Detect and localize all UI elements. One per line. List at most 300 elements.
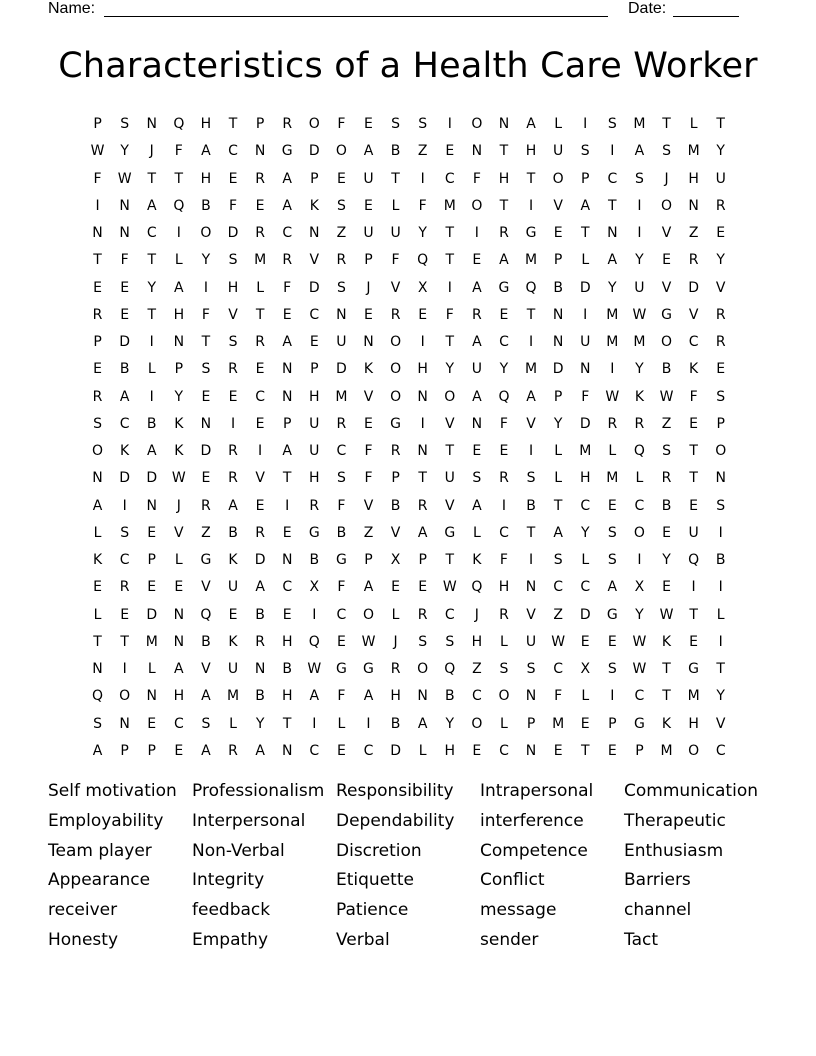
grid-row	[84, 523, 736, 550]
word-list-item: Discretion	[336, 840, 422, 861]
grid-letter: F	[472, 170, 481, 187]
grid-letter: K	[634, 388, 645, 405]
grid-letter: R	[228, 361, 238, 378]
grid-letter: R	[715, 306, 726, 323]
grid-letter: U	[444, 470, 455, 487]
grid-letter: C	[336, 443, 347, 459]
grid-letter: A	[282, 197, 292, 214]
grid-letter: D	[146, 606, 158, 623]
grid-letter: R	[92, 306, 103, 323]
word-list-item: Tact	[624, 929, 658, 950]
grid-letter: T	[499, 197, 509, 214]
grid-letter: Z	[201, 524, 211, 541]
grid-letter: F	[364, 470, 373, 487]
grid-letter: P	[418, 552, 427, 568]
grid-letter: U	[336, 334, 347, 350]
grid-letter: Y	[635, 361, 644, 378]
grid-letter: B	[336, 524, 347, 541]
grid-letter: N	[173, 334, 185, 350]
word-list-item: Dependability	[336, 810, 455, 831]
grid-letter: U	[309, 443, 320, 459]
grid-row	[84, 741, 736, 768]
grid-letter: A	[472, 334, 482, 350]
grid-letter: B	[255, 688, 265, 705]
grid-letter: Q	[633, 443, 645, 459]
grid-letter: T	[147, 252, 157, 269]
grid-letter: S	[634, 170, 644, 187]
grid-letter: T	[689, 443, 698, 459]
grid-letter: T	[580, 742, 590, 759]
grid-letter: L	[500, 715, 508, 732]
grid-letter: E	[282, 306, 292, 323]
grid-letter: E	[580, 633, 590, 650]
grid-row	[84, 359, 736, 386]
word-list-item: Etiquette	[336, 870, 414, 891]
grid-letter: D	[254, 552, 266, 568]
grid-letter: N	[715, 470, 726, 487]
word-list	[48, 778, 788, 957]
word-list-item: message	[480, 900, 557, 921]
grid-letter: I	[718, 633, 723, 650]
grid-letter: N	[498, 116, 510, 132]
grid-letter: J	[176, 497, 181, 514]
grid-letter: Y	[553, 415, 563, 432]
grid-letter: L	[472, 524, 481, 541]
grid-row	[84, 169, 736, 196]
grid-letter: T	[93, 252, 102, 269]
grid-letter: O	[119, 688, 131, 705]
grid-letter: B	[146, 415, 157, 432]
grid-letter: Z	[363, 524, 374, 541]
grid-letter: C	[146, 225, 157, 241]
grid-letter: R	[715, 334, 726, 350]
grid-letter: E	[120, 279, 130, 296]
grid-letter: A	[526, 388, 536, 405]
grid-letter: O	[92, 443, 104, 459]
grid-letter: Y	[580, 524, 590, 541]
grid-letter: A	[201, 688, 211, 705]
grid-letter: V	[715, 715, 726, 732]
grid-letter: H	[281, 633, 293, 650]
grid-letter: Y	[608, 279, 617, 296]
grid-letter: R	[390, 443, 401, 459]
grid-letter: E	[662, 579, 671, 596]
grid-letter: T	[201, 334, 211, 350]
grid-letter: L	[554, 116, 563, 132]
grid-letter: F	[337, 497, 346, 514]
grid-letter: R	[499, 606, 509, 623]
grid-letter: S	[526, 470, 536, 487]
grid-letter: D	[308, 143, 320, 160]
grid-letter: Y	[147, 279, 157, 296]
grid-letter: A	[634, 143, 645, 160]
grid-letter: F	[581, 388, 590, 405]
grid-letter: M	[552, 715, 565, 732]
grid-letter: N	[552, 334, 564, 350]
grid-letter: R	[255, 633, 265, 650]
grid-letter: T	[445, 225, 455, 241]
grid-letter: M	[525, 361, 538, 378]
grid-letter: E	[472, 252, 482, 269]
grid-letter: U	[227, 579, 239, 596]
grid-letter: W	[90, 143, 105, 160]
grid-letter: I	[610, 361, 615, 378]
grid-letter: I	[149, 334, 154, 350]
grid-letter: R	[715, 197, 726, 214]
grid-letter: X	[634, 579, 645, 596]
grid-letter: N	[281, 388, 293, 405]
grid-letter: F	[120, 252, 129, 269]
grid-letter: L	[256, 279, 265, 296]
grid-letter: N	[173, 606, 185, 623]
grid-letter: W	[551, 633, 566, 650]
grid-letter: L	[391, 197, 400, 214]
grid-letter: G	[390, 415, 401, 432]
grid-letter: B	[390, 715, 401, 732]
grid-letter: R	[255, 524, 265, 541]
grid-letter: E	[336, 633, 346, 650]
grid-letter: E	[607, 497, 617, 514]
grid-letter: E	[607, 742, 617, 759]
grid-letter: C	[119, 415, 130, 432]
grid-letter: F	[93, 170, 102, 187]
grid-letter: A	[174, 279, 184, 296]
grid-letter: V	[390, 279, 401, 296]
grid-letter: S	[553, 552, 563, 568]
grid-letter: A	[607, 252, 618, 269]
grid-row	[84, 141, 736, 168]
grid-letter: D	[119, 334, 131, 350]
grid-letter: C	[688, 334, 699, 350]
grid-letter: E	[255, 415, 265, 432]
grid-letter: F	[364, 443, 373, 459]
grid-letter: V	[363, 388, 374, 405]
grid-letter: C	[580, 497, 591, 514]
grid-letter: S	[120, 524, 130, 541]
grid-letter: N	[579, 361, 591, 378]
grid-letter: S	[580, 143, 590, 160]
grid-letter: L	[635, 470, 644, 487]
grid-row	[84, 223, 736, 250]
grid-letter: E	[336, 742, 346, 759]
grid-letter: H	[309, 388, 320, 405]
grid-letter: D	[200, 443, 212, 459]
grid-letter: O	[498, 688, 510, 705]
grid-letter: N	[146, 116, 157, 132]
word-list-item: Intrapersonal	[480, 781, 594, 801]
grid-row	[84, 686, 736, 713]
grid-letter: C	[309, 306, 320, 323]
grid-letter: T	[716, 661, 725, 677]
word-list-item: Integrity	[192, 870, 265, 891]
grid-letter: G	[363, 661, 374, 677]
word-list-item: Barriers	[624, 870, 691, 891]
grid-letter: T	[445, 552, 455, 568]
grid-letter: E	[228, 606, 238, 623]
grid-letter: E	[93, 579, 102, 596]
grid-letter: L	[500, 633, 508, 650]
grid-letter: K	[174, 443, 184, 459]
grid-letter: V	[526, 606, 536, 623]
grid-letter: N	[254, 143, 266, 160]
grid-letter: F	[228, 197, 238, 214]
grid-letter: Y	[662, 552, 671, 568]
grid-letter: I	[610, 688, 615, 705]
grid-letter: Z	[472, 661, 482, 677]
grid-letter: C	[499, 334, 509, 350]
grid-letter: I	[583, 306, 588, 323]
grid-letter: V	[390, 524, 401, 541]
grid-letter: E	[120, 306, 130, 323]
grid-letter: S	[336, 470, 346, 487]
grid-letter: O	[390, 334, 402, 350]
grid-letter: K	[661, 715, 672, 732]
grid-letter: E	[309, 334, 319, 350]
grid-row	[84, 550, 736, 577]
grid-letter: Q	[688, 552, 700, 568]
grid-letter: I	[691, 579, 696, 596]
grid-letter: Y	[445, 715, 455, 732]
grid-letter: O	[362, 606, 374, 623]
grid-letter: T	[716, 116, 725, 132]
grid-letter: S	[607, 524, 617, 541]
grid-letter: A	[526, 116, 536, 132]
grid-letter: E	[689, 415, 699, 432]
grid-letter: P	[310, 170, 319, 187]
grid-letter: L	[554, 470, 563, 487]
grid-letter: Q	[525, 279, 537, 296]
grid-letter: P	[391, 470, 400, 487]
grid-letter: V	[661, 225, 672, 241]
grid-letter: Q	[498, 388, 510, 405]
grid-letter: E	[255, 497, 265, 514]
grid-letter: U	[553, 143, 564, 160]
grid-letter: G	[200, 552, 212, 568]
grid-row	[84, 605, 736, 632]
grid-letter: N	[146, 497, 157, 514]
grid-letter: N	[525, 742, 537, 759]
grid-letter: U	[471, 361, 482, 378]
grid-letter: O	[417, 661, 429, 677]
grid-letter: W	[171, 470, 186, 487]
grid-letter: E	[364, 415, 373, 432]
grid-letter: M	[633, 116, 646, 132]
grid-letter: E	[364, 306, 373, 323]
word-list-item: Conflict	[480, 870, 545, 891]
grid-letter: S	[336, 197, 346, 214]
grid-letter: A	[146, 443, 157, 459]
grid-letter: V	[255, 470, 265, 487]
grid-letter: V	[688, 306, 699, 323]
grid-letter: D	[579, 415, 591, 432]
grid-letter: N	[200, 415, 212, 432]
grid-letter: R	[607, 415, 618, 432]
grid-letter: I	[528, 552, 534, 568]
grid-letter: L	[229, 715, 237, 732]
grid-row	[84, 577, 736, 604]
grid-letter: Q	[173, 116, 185, 132]
grid-letter: P	[120, 742, 129, 759]
grid-letter: N	[92, 661, 103, 677]
grid-letter: H	[390, 688, 401, 705]
grid-letter: C	[607, 170, 618, 187]
word-list-item: Interpersonal	[192, 810, 306, 831]
grid-letter: B	[526, 497, 536, 514]
grid-letter: I	[447, 116, 452, 132]
grid-letter: I	[176, 225, 181, 241]
grid-letter: U	[227, 661, 239, 677]
grid-letter: K	[661, 633, 672, 650]
grid-letter: L	[581, 252, 590, 269]
grid-letter: B	[201, 197, 211, 214]
grid-letter: R	[336, 415, 347, 432]
grid-letter: P	[147, 552, 156, 568]
word-list-item: Appearance	[48, 870, 151, 891]
grid-letter: B	[553, 279, 563, 296]
grid-letter: N	[173, 633, 185, 650]
grid-letter: P	[526, 715, 536, 732]
grid-letter: L	[147, 661, 156, 677]
grid-letter: L	[174, 552, 183, 568]
grid-letter: E	[336, 170, 346, 187]
grid-letter: R	[201, 497, 211, 514]
grid-letter: W	[659, 606, 674, 623]
grid-letter: F	[337, 579, 346, 596]
word-list-item: Empathy	[192, 929, 269, 950]
grid-letter: E	[391, 579, 400, 596]
word-list-item: Non-Verbal	[192, 840, 285, 861]
grid-letter: A	[499, 252, 509, 269]
grid-letter: A	[417, 524, 428, 541]
grid-letter: H	[444, 742, 456, 759]
grid-letter: P	[93, 116, 102, 132]
grid-letter: O	[390, 388, 402, 405]
grid-letter: S	[201, 361, 211, 378]
grid-letter: E	[662, 524, 671, 541]
grid-letter: I	[583, 116, 588, 132]
grid-letter: N	[688, 197, 699, 214]
grid-letter: H	[579, 470, 591, 487]
grid-letter: C	[119, 552, 130, 568]
word-list-item: Responsibility	[336, 781, 454, 801]
grid-letter: N	[525, 579, 537, 596]
grid-letter: E	[553, 225, 563, 241]
grid-letter: N	[92, 225, 103, 241]
grid-letter: R	[119, 579, 130, 596]
grid-letter: B	[309, 552, 320, 568]
grid-letter: P	[716, 415, 725, 432]
grid-letter: M	[660, 742, 673, 759]
grid-row	[84, 278, 736, 305]
grid-letter: N	[607, 225, 618, 241]
grid-letter: V	[661, 279, 672, 296]
grid-letter: P	[364, 252, 373, 269]
grid-letter: S	[418, 633, 428, 650]
grid-letter: E	[662, 252, 671, 269]
grid-letter: A	[363, 143, 374, 160]
grid-letter: X	[309, 579, 320, 596]
word-list-item: Verbal	[336, 929, 390, 950]
grid-letter: B	[390, 497, 401, 514]
page-title: Characteristics of a Health Care Worker	[58, 46, 758, 86]
grid-letter: J	[664, 170, 669, 187]
grid-letter: L	[418, 742, 427, 759]
grid-letter: C	[471, 688, 482, 705]
grid-letter: R	[390, 306, 401, 323]
grid-letter: S	[228, 334, 238, 350]
grid-letter: I	[447, 279, 452, 296]
grid-letter: I	[501, 497, 507, 514]
grid-letter: O	[661, 197, 673, 214]
grid-letter: W	[632, 633, 647, 650]
grid-letter: A	[472, 279, 482, 296]
grid-letter: B	[661, 361, 672, 378]
grid-letter: T	[526, 170, 536, 187]
grid-letter: S	[716, 388, 726, 405]
word-list-item: Honesty	[48, 929, 119, 950]
word-list-item: Employability	[48, 810, 164, 831]
grid-row	[84, 441, 736, 468]
grid-letter: P	[364, 552, 373, 568]
grid-letter: Y	[716, 688, 725, 705]
grid-letter: V	[201, 661, 211, 677]
grid-letter: N	[119, 225, 130, 241]
grid-letter: S	[336, 279, 346, 296]
grid-letter: D	[227, 225, 239, 241]
date-label: Date:	[628, 0, 667, 17]
grid-letter: D	[336, 361, 347, 378]
grid-letter: J	[366, 279, 371, 296]
grid-letter: T	[553, 497, 563, 514]
grid-letter: D	[146, 470, 158, 487]
grid-letter: M	[525, 252, 538, 269]
grid-letter: R	[471, 306, 482, 323]
grid-letter: F	[391, 252, 400, 269]
grid-letter: L	[93, 524, 102, 541]
grid-letter: A	[255, 742, 265, 759]
word-list-item: interference	[480, 810, 584, 831]
grid-letter: K	[120, 443, 130, 459]
grid-letter: N	[417, 688, 428, 705]
grid-letter: P	[93, 334, 102, 350]
grid-letter: G	[661, 306, 672, 323]
grid-letter: K	[472, 552, 482, 568]
grid-letter: P	[635, 742, 644, 759]
grid-letter: H	[200, 116, 212, 132]
grid-letter: T	[689, 470, 698, 487]
grid-letter: A	[174, 661, 184, 677]
grid-letter: F	[201, 306, 210, 323]
grid-letter: E	[364, 197, 373, 214]
grid-letter: G	[606, 606, 618, 623]
grid-letter: Y	[635, 252, 644, 269]
grid-letter: T	[391, 170, 400, 187]
grid-letter: Q	[417, 252, 429, 269]
grid-letter: F	[283, 279, 292, 296]
grid-letter: C	[715, 742, 726, 759]
grid-letter: E	[174, 579, 184, 596]
grid-letter: M	[687, 688, 700, 705]
grid-letter: I	[366, 715, 371, 732]
grid-letter: I	[528, 334, 534, 350]
grid-letter: G	[498, 279, 510, 296]
grid-letter: T	[689, 606, 698, 623]
grid-letter: K	[228, 552, 238, 568]
grid-letter: D	[119, 470, 131, 487]
grid-letter: B	[119, 361, 130, 378]
grid-letter: V	[444, 415, 455, 432]
grid-letter: E	[716, 361, 726, 378]
